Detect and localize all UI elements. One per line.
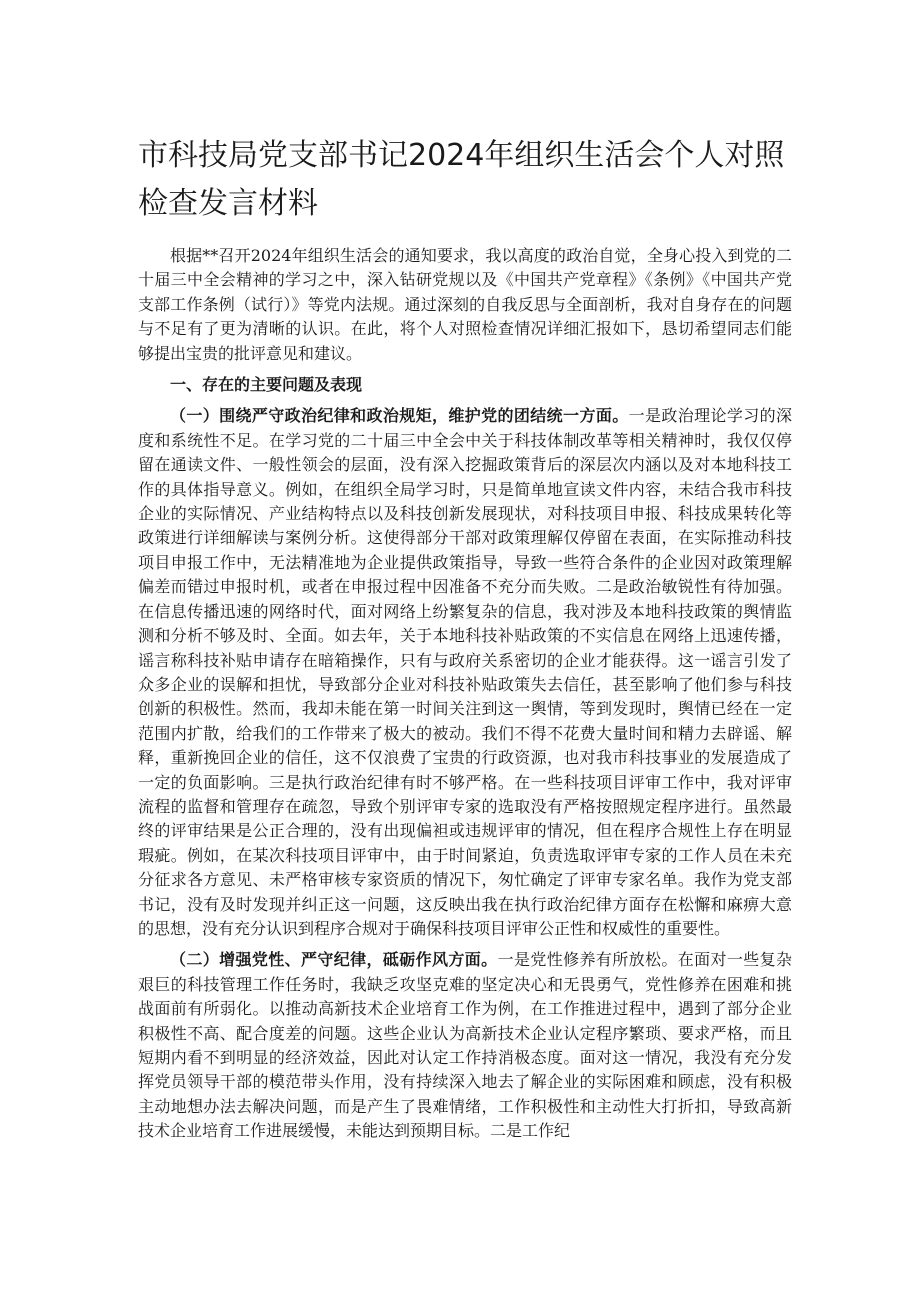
subsection-2-paragraph <box>138 948 792 1143</box>
subsection-1-paragraph <box>138 404 792 941</box>
section-heading: 一、存在的主要问题及表现 <box>170 375 363 395</box>
subsection-2-body: 一是党性修养有所放松。在面对一些复杂艰巨的科技管理工作任务时，我缺乏攻坚克难的坚定决心和无畏勇气，党性修养在困难和挑战面前有所弱化。以推动高新技术企业培育工作为例，在工作推进过程中，遇到了部分企业积极性不高、配合度差的问题。这些企业认为高新技术企业认定程序繁琐、要求严格，而且短期内看不到明显的经济效益，因此对认定工作持消极态度。面对这一情况，我没有充分发挥党员领导干部的模范带头作用，没有持续深入地去了解企业的实际困难和顾虑，没有积极主动地想办法去解决问题，而是产生了畏难情绪，工作积极性和主动性大打折扣，导致高新技术企业培育工作进展缓慢，未能达到预期目标。二是工作纪 <box>138 950 792 1141</box>
subsection-2-heading: （二）增强党性、严守纪律，砥砺作风方面。 <box>170 950 498 970</box>
subsection-1-heading: （一）围绕严守政治纪律和政治规矩，维护党的团结统一方面。 <box>170 406 629 426</box>
document-title: 市科技局党支部书记2024年组织生活会个人对照检查发言材料 <box>138 138 785 221</box>
document-body <box>138 244 792 1144</box>
subsection-1-body: 一是政治理论学习的深度和系统性不足。在学习党的二十届三中全会中关于科技体制改革等相关精神时，我仅仅停留在通读文件、一般性领会的层面，没有深入挖掘政策背后的深层次内涵以及对本地科技工作的具体指导意义。例如，在组织全局学习时，只是简单地宣读文件内容，未结合我市科技企业的实际情况、产业结构特点以及科技创新发展现状，对科技项目申报、科技成果转化等政策进行详细解读与案例分析。这使得部分干部对政策理解仅停留在表面，在实际推动科技项目申报工作中，无法精准地为企业提供政策指导，导致一些符合条件的企业因对政策理解偏差而错过申报时机，或者在申报过程中因准备不充分而失败。二是政治敏锐性有待加强。在信息传播迅速的网络时代，面对网络上纷繁复杂的信息，我对涉及本地科技政策的舆情监测和分析不够及时、全面。如去年，关于本地科技补贴政策的不实信息在网络上迅速传播，谣言称科技补贴申请存在暗箱操作，只有与政府关系密切的企业才能获得。这一谣言引发了众多企业的误解和担忧，导致部分企业对科技补贴政策失去信任，甚至影响了他们参与科技创新的积极性。然而，我却未能在第一时间关注到这一舆情，等到发现时，舆情已经在一定范围内扩散，给我们的工作带来了极大的被动。我们不得不花费大量时间和精力去辟谣、解释，重新挽回企业的信任，这不仅浪费了宝贵的行政资源，也对我市科技事业的发展造成了一定的负面影响。三是执行政治纪律有时不够严格。在一些科技项目评审工作中，我对评审流程的监督和管理存在疏忽，导致个别评审专家的选取没有严格按照规定程序进行。虽然最终的评审结果是公正合理的，没有出现偏袒或违规评审的情况，但在程序合规性上存在明显瑕疵。例如，在某次科技项目评审中，由于时间紧迫，负责选取评审专家的工作人员在未充分征求各方意见、未严格审核专家资质的情况下，匆忙确定了评审专家名单。我作为党支部书记，没有及时发现并纠正这一问题，这反映出我在执行政治纪律方面存在松懈和麻痹大意的思想，没有充分认识到程序合规对于确保科技项目评审公正性和权威性的重要性。 <box>138 406 792 938</box>
intro-paragraph: 根据**召开2024年组织生活会的通知要求，我以高度的政治自觉，全身心投入到党的二十届三中全会精神的学习之中，深入钻研党规以及《中国共产党章程》《条例》《中国共产党支部工作条例（试行）》等党内法规。通过深刻的自我反思与全面剖析，我对自身存在的问题与不足有了更为清晰的认识。在此，将个人对照检查情况详细汇报如下，恳切希望同志们能够提出宝贵的批评意见和建议。 <box>138 246 792 363</box>
